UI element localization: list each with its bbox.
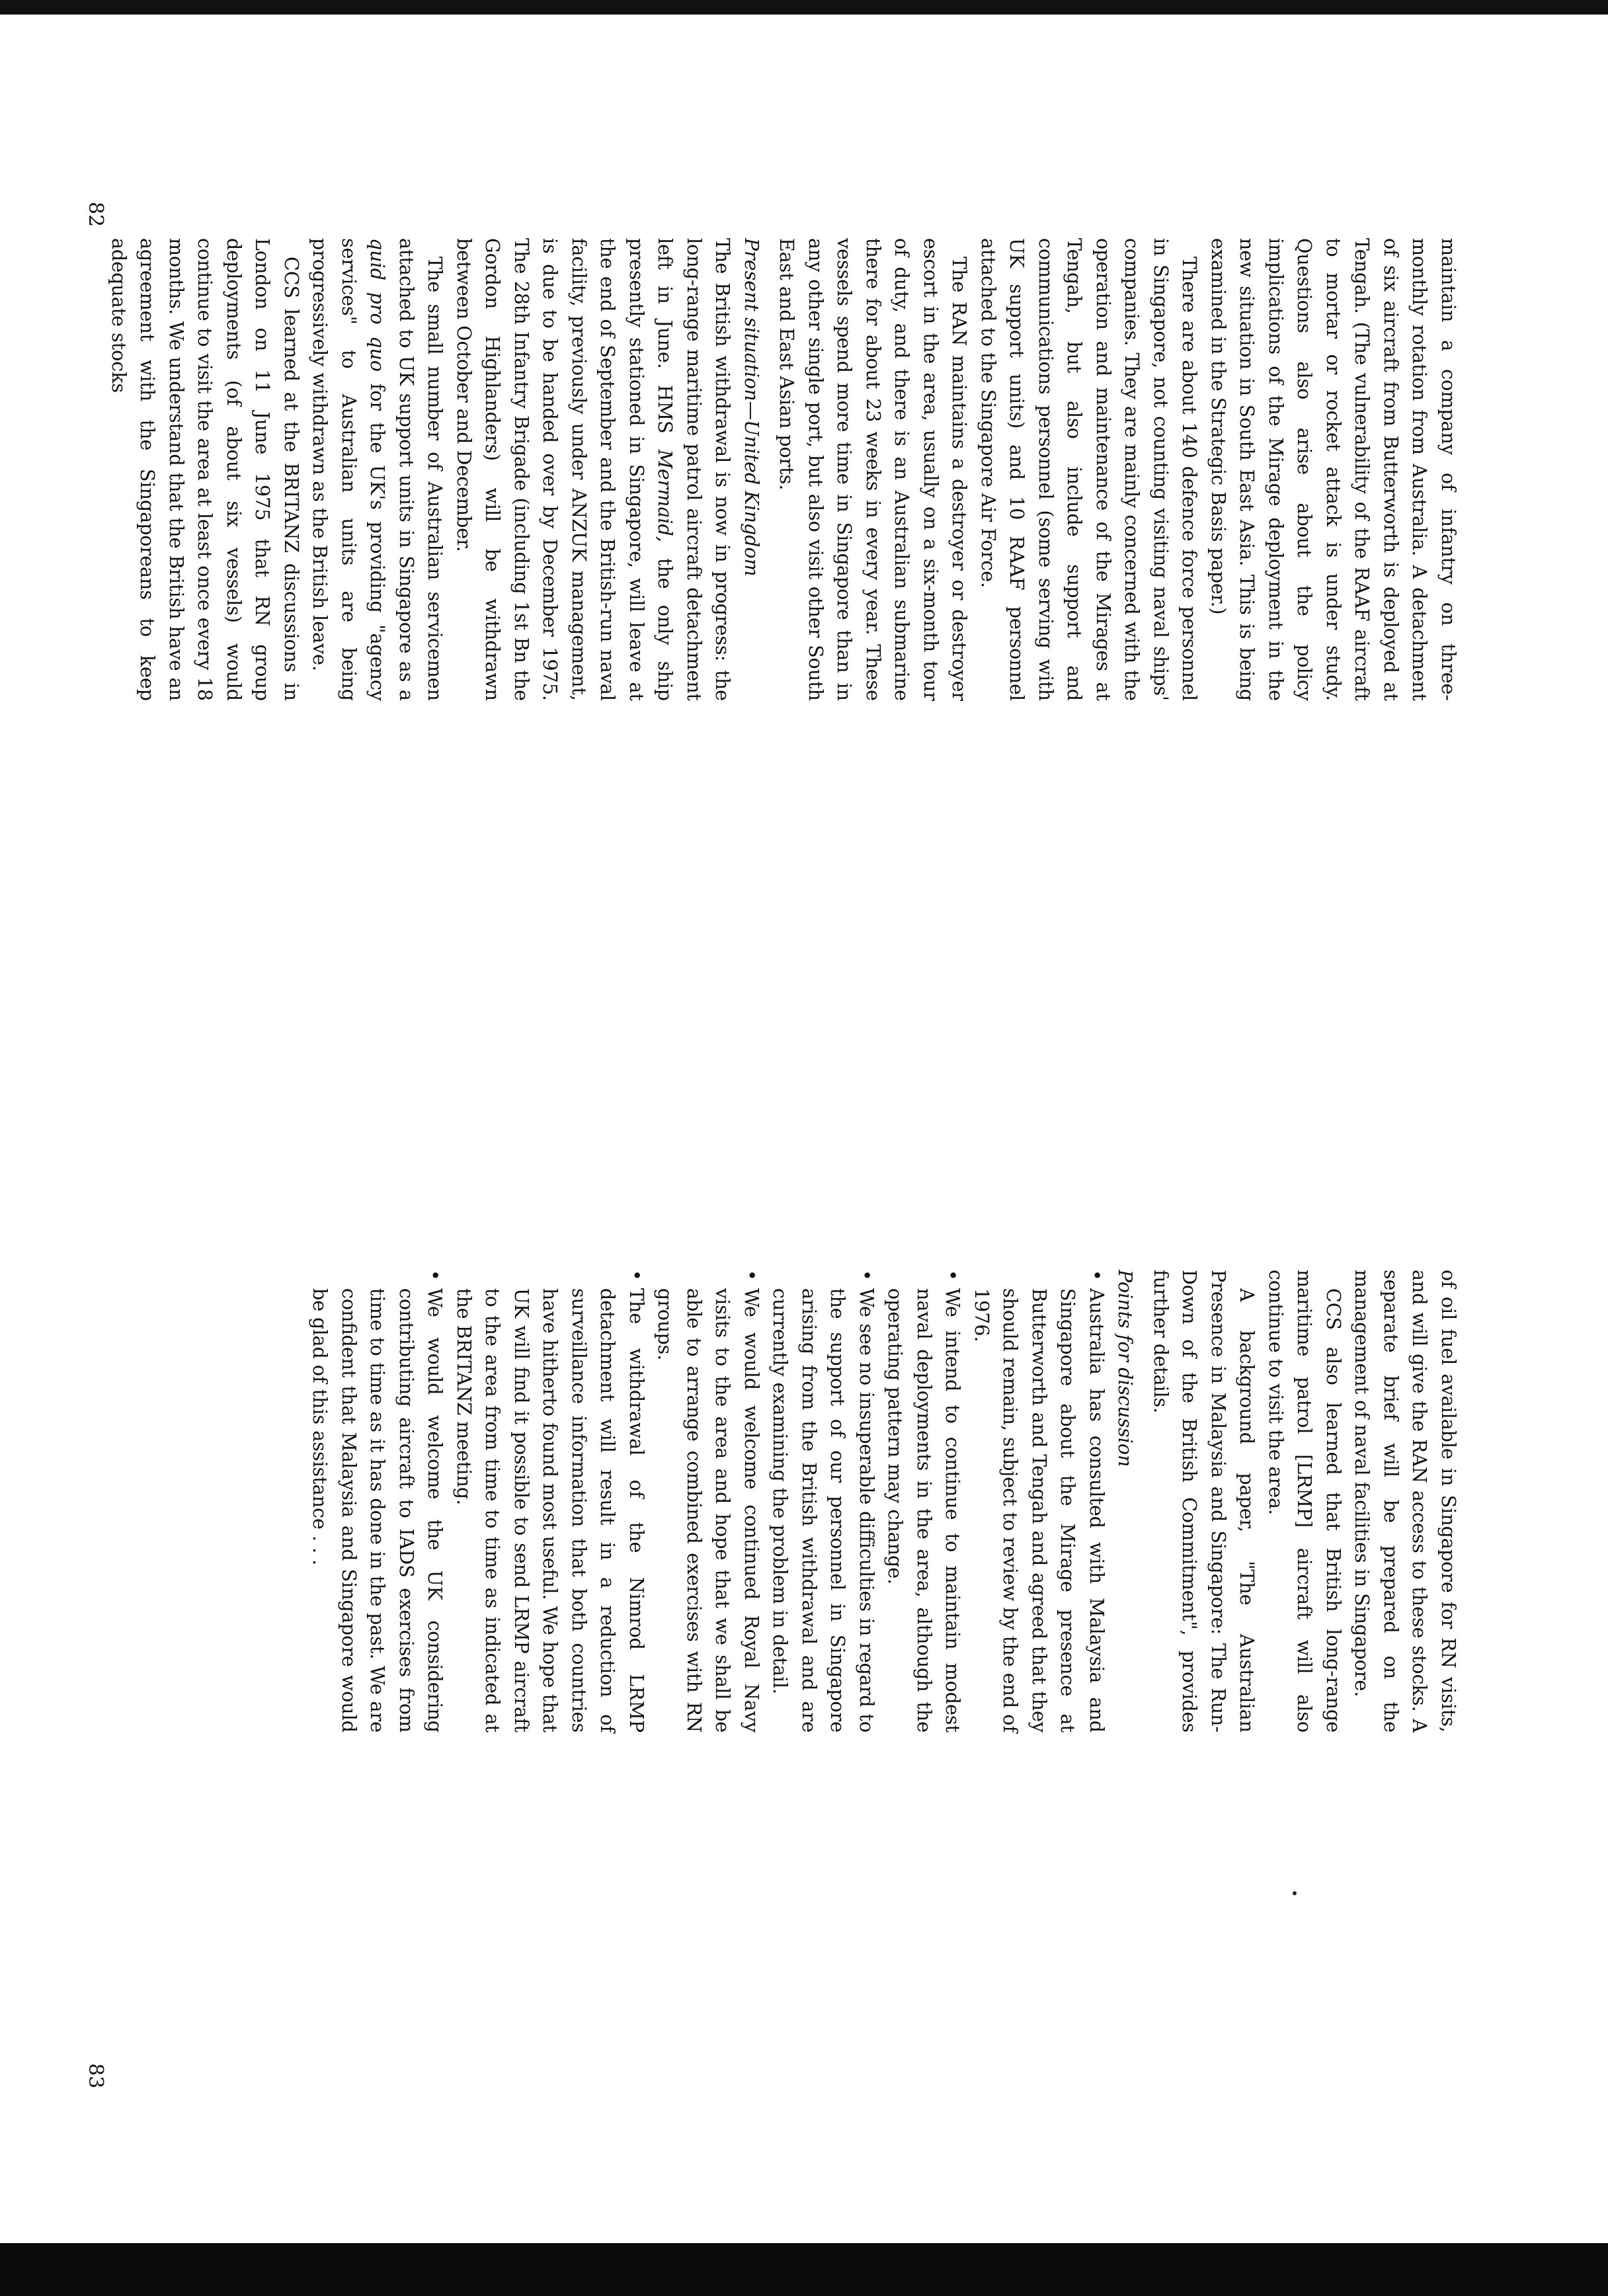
paragraph bbox=[305, 238, 450, 701]
paragraph: There are about 140 defence force personnel in Singapore, not counting visiting naval ships' companies. They are mainly concerned with the operation and maintenance of the Mirages at Tengah, but also include support and communications personnel (some serving with UK support units) and 10 RAAF personnel attached to the Singapore Air Force. bbox=[977, 238, 1201, 701]
text-run: for the UK's providing "agency services" to Australian units are being progressively withdrawn as the British leave. bbox=[309, 238, 389, 701]
list-item: • Australia has consulted with Malaysia and Singapore about the Mirage presence at Butterworth and Tengah and agreed that they should remain, subject to review by the end of 1976. bbox=[967, 1270, 1111, 1733]
right-page-number: 83 bbox=[84, 2063, 107, 2089]
list-item: • We would welcome the UK considering contributing aircraft to IADS exercises from time to time as it has done in the past. We are confident that Malaysia and Singapore would be glad of this assistance . . . bbox=[305, 1270, 450, 1733]
left-page-text-column bbox=[108, 238, 1463, 701]
latin-phrase: quid pro quo bbox=[366, 238, 389, 372]
right-page-text-column bbox=[167, 1270, 1463, 1733]
paragraph: maintain a company of infantry on three-monthly rotation from Australia. A detachment of six aircraft from Butterworth is deployed at Tengah. (The vulnerability of the RAAF aircraft to mortar or rocket attack is under study. Questions also arise about the policy implications of the Mirage deployment in the new situation in South East Asia. This is being examined in the Strategic Basis paper.) bbox=[1207, 238, 1459, 701]
section-heading: Points for discussion bbox=[1114, 1270, 1137, 1467]
paragraph: CCS also learned that British long-range maritime patrol [LRMP] aircraft will also continue to visit the area. bbox=[1265, 1270, 1344, 1733]
section-heading: Present situation—United Kingdom bbox=[741, 238, 762, 577]
list-item: • We see no insuperable difficulties in regard to the support of our personnel in Singapore arising from the British withdrawal and are currently examining the problem in detail. bbox=[766, 1270, 881, 1733]
list-item: • We intend to continue to maintain modest naval deployments in the area, although the operating pattern may change. bbox=[881, 1270, 967, 1733]
left-page-number: 82 bbox=[84, 202, 107, 227]
ship-name: Mermaid, bbox=[654, 449, 676, 542]
paragraph bbox=[450, 238, 737, 701]
text-run: The small number of Australian servicemen attached to UK support units in Singapore as a bbox=[395, 238, 446, 701]
list-item: • We would welcome continued Royal Navy visits to the area and hope that we shall be able to arrange combined exercises with RN groups. bbox=[651, 1270, 766, 1733]
paragraph: of oil fuel available in Singapore for RN visits, and will give the RAN access to these stocks. A separate brief will be prepared on the management of naval facilities in Singapore. bbox=[1351, 1270, 1459, 1733]
discussion-points-list bbox=[305, 1270, 1111, 1733]
list-item: • The withdrawal of the Nimrod LRMP detachment will result in a reduction of surveillance information that both countries have hitherto found most useful. We hope that UK will find it possible to send LRMP aircraft to the area from time to time as indicated at the BRITANZ meeting. bbox=[450, 1270, 651, 1733]
scan-speck bbox=[1293, 1891, 1297, 1895]
paragraph: The RAN maintains a destroyer or destroyer escort in the area, usually on a six-month tour of duty, and there is an Australian submarine there for about 23 weeks in every year. These vessels spend more time in Singapore than in any other single port, but also visit other South East and East Asian ports. bbox=[776, 238, 971, 701]
paragraph: CCS learned at the BRITANZ discussions in London on 11 June 1975 that RN group deployments (of about six vessels) would continue to visit the area at least once every 18 months. We understand that the British have an agreement with the Singaporeans to keep adequate stocks bbox=[108, 238, 302, 701]
text-run: the only ship presently stationed in Singapore, will leave at the end of September and the British-run naval facility, previously under ANZUK management, is due to be handed over by December 1975. The 28th Infantry Brigade (including 1st Bn the Gordon Highlanders) will be withdrawn between October and December. bbox=[453, 238, 676, 701]
text-run: The British withdrawal is now in progress: the long-range maritime patrol aircraft detachment left in June. HMS bbox=[654, 238, 734, 701]
paragraph: A background paper, "The Australian Presence in Malaysia and Singapore: The Run-Down of the British Commitment", provides further details. bbox=[1150, 1270, 1258, 1733]
